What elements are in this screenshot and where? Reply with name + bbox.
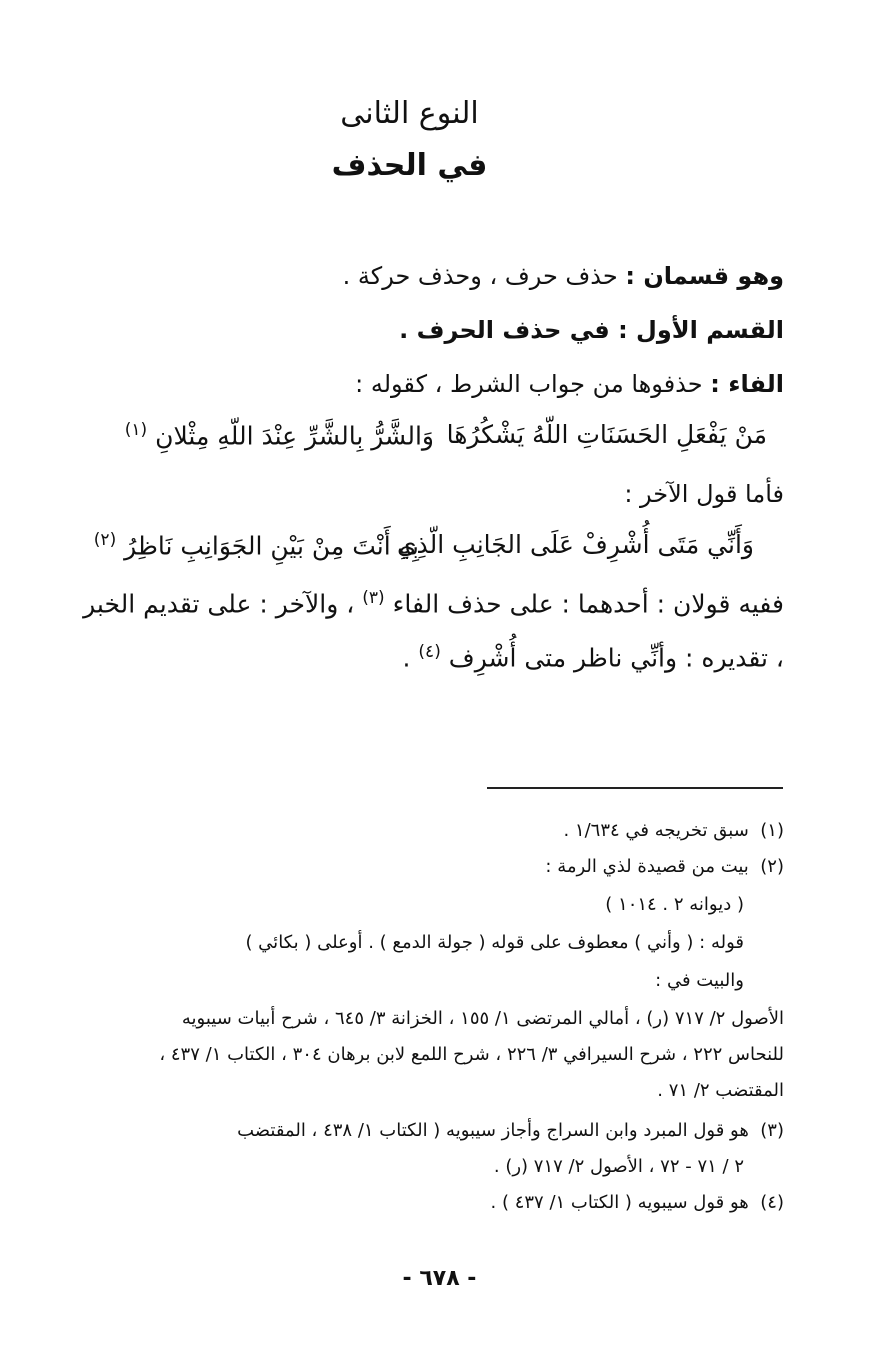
page-number: - ٦٧٨ -: [402, 1266, 477, 1291]
paragraph-6: [403, 642, 785, 672]
footnote-3-number: (٣): [760, 1120, 784, 1141]
footnote-ref-2: (٢): [93, 530, 117, 550]
footnote-2-line-3: قوله : ( وأني ) معطوف على قوله ( جولة الدمع ) . أوعلى ( بكائي ): [245, 932, 744, 953]
footnote-ref-3: (٣): [362, 588, 385, 608]
paragraph-4: فأما قول الآخر :: [624, 480, 784, 508]
paragraph-6-text-a: ، تقديره : وأنِّي ناظر متى أُشْرِف: [448, 643, 784, 673]
footnote-3-line-2: ٢ / ٧١ - ٧٢ ، الأصول ٢/ ٧١٧ (ر) .: [493, 1156, 744, 1177]
section-heading: القسم الأول : في حذف الحرف .: [399, 316, 784, 344]
verse-2-second-text: بِهِ أَنْتَ مِنْ بَيْنِ الجَوَانِبِ نَاظِرُ: [124, 531, 419, 561]
verse-2-second-hemistich: [94, 530, 419, 560]
paragraph-6-text-b: .: [402, 643, 419, 673]
paragraph-3: [355, 370, 784, 398]
footnote-2-line-2: ( ديوانه ٢ . ١٠١٤ ): [605, 894, 744, 915]
verse-1-first-hemistich: مَنْ يَفْعَلِ الحَسَنَاتِ اللّهُ يَشْكُرُهَا: [446, 420, 767, 449]
footnote-4-number: (٤): [760, 1192, 784, 1213]
verse-2-first-hemistich: وَأَنِّي مَتَى أُشْرِفْ عَلَى الجَانِبِ الّذِي: [396, 530, 754, 559]
verse-1-second-text: وَالشَّرُّ بِالشَّرِّ عِنْدَ اللّهِ مِثْلانِ: [155, 421, 434, 451]
footnote-2-number: (٢): [760, 856, 784, 877]
paragraph-5-text-a: ففيه قولان : أحدهما : على حذف الفاء: [392, 589, 784, 619]
paragraph-3-text: حذفوها من جواب الشرط ، كقوله :: [355, 370, 711, 398]
paragraph-5: [83, 588, 784, 618]
footnote-4: [491, 1192, 784, 1213]
paragraph-1-text: حذف حرف ، وحذف حركة .: [342, 262, 626, 290]
footnote-2-line-6: للنحاس ٢٢٢ ، شرح السيرافي ٣/ ٢٢٦ ، شرح اللمع لابن برهان ٣٠٤ ، الكتاب ١/ ٤٣٧ ،: [159, 1044, 784, 1065]
footnote-1-text: سبق تخريجه في ١/٦٣٤ .: [563, 820, 749, 841]
chapter-heading: النوع الثانى: [340, 96, 479, 131]
paragraph-1: [343, 262, 784, 290]
footnote-2-text: بيت من قصيدة لذي الرمة :: [545, 856, 749, 877]
chapter-subheading: في الحذف: [331, 148, 488, 183]
footnote-3: [237, 1120, 784, 1141]
footnote-4-text: هو قول سيبويه ( الكتاب ١/ ٤٣٧ ) .: [490, 1192, 749, 1213]
footnote-2-line-4: والبيت في :: [655, 970, 744, 991]
paragraph-5-text-b: ، والآخر : على تقديم الخبر: [83, 589, 363, 619]
paragraph-3-lead: الفاء :: [710, 370, 784, 398]
verse-1-second-hemistich: [125, 420, 434, 450]
footnote-ref-4: (٤): [418, 642, 441, 662]
footnote-1-number: (١): [760, 820, 784, 841]
footnote-ref-1: (١): [124, 420, 148, 440]
paragraph-1-lead: وهو قسمان :: [625, 262, 784, 290]
footnote-2: [545, 856, 784, 877]
footnote-1: [563, 820, 784, 841]
footnote-2-line-5: الأصول ٢/ ٧١٧ (ر) ، أمالي المرتضى ١/ ١٥٥ ، الخزانة ٣/ ٦٤٥ ، شرح أبيات سيبويه: [181, 1008, 784, 1029]
footnote-3-text: هو قول المبرد وابن السراج وأجاز سيبويه ( الكتاب ١/ ٤٣٨ ، المقتضب: [237, 1120, 749, 1141]
footnote-separator: [487, 787, 783, 789]
footnote-2-line-7: المقتضب ٢/ ٧١ .: [657, 1080, 784, 1101]
